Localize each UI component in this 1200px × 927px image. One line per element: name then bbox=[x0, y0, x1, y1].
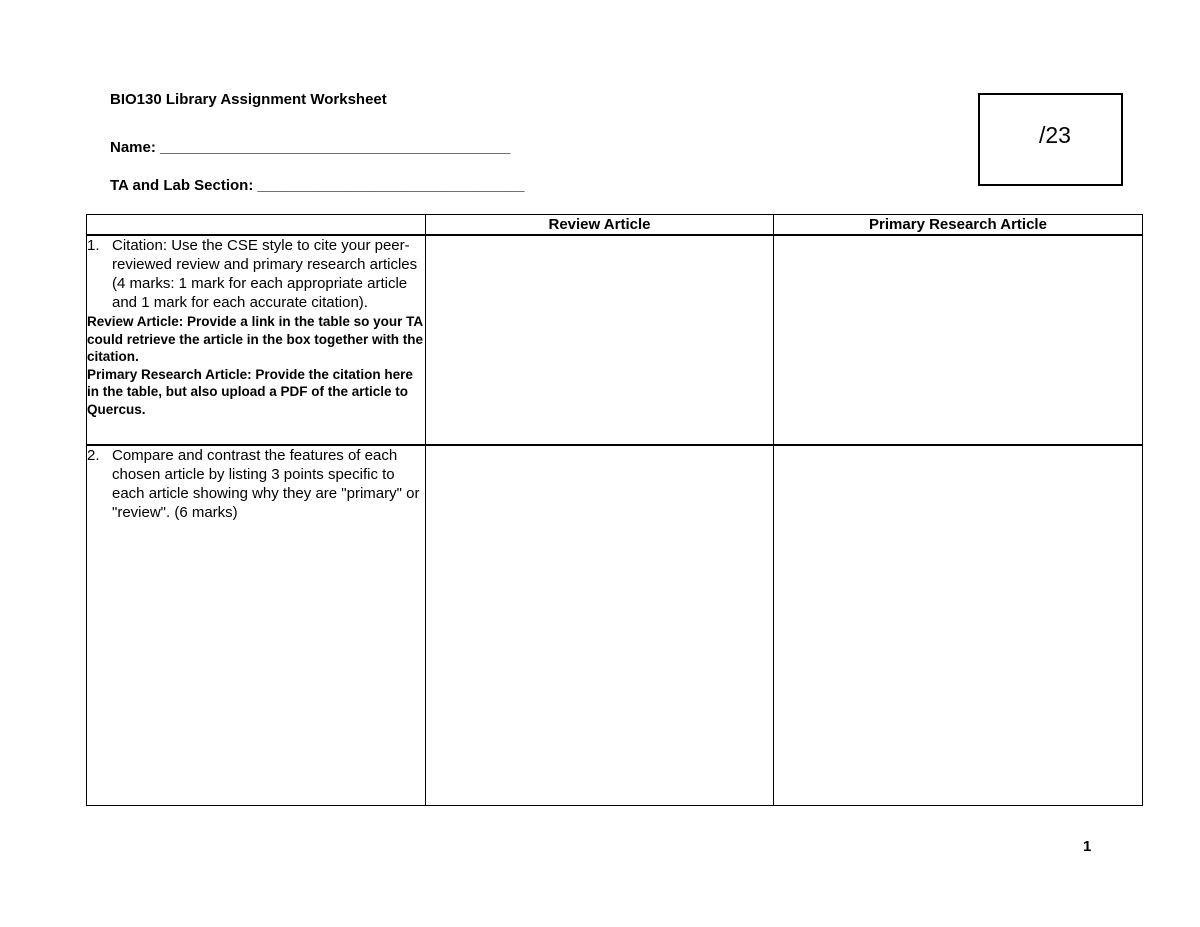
worksheet-title: BIO130 Library Assignment Worksheet bbox=[110, 91, 387, 108]
table-header-row bbox=[87, 215, 1143, 236]
page-number: 1 bbox=[1083, 838, 1092, 855]
name-label: Name: bbox=[110, 139, 156, 156]
score-box bbox=[978, 93, 1123, 186]
question-text: Compare and contrast the features of each chosen article by listing 3 points specific to each article showing why they are "primary" or "review". (6 marks) bbox=[112, 447, 420, 521]
name-field bbox=[110, 139, 510, 156]
answer-cell-primary[interactable] bbox=[774, 445, 1143, 806]
score-total: /23 bbox=[1039, 122, 1071, 148]
ta-section-field bbox=[110, 177, 524, 194]
question-cell bbox=[87, 235, 426, 445]
question-cell bbox=[87, 445, 426, 806]
ta-section-label: TA and Lab Section: bbox=[110, 177, 254, 194]
question-item bbox=[87, 446, 425, 522]
name-blank-line[interactable]: __________________________________________ bbox=[160, 139, 511, 156]
worksheet-table bbox=[86, 214, 1143, 806]
header-primary-research-article: Primary Research Article bbox=[774, 215, 1143, 236]
ta-section-blank-line[interactable]: ________________________________ bbox=[257, 177, 525, 194]
answer-cell-review[interactable] bbox=[426, 445, 774, 806]
table-row bbox=[87, 445, 1143, 806]
question-note-review: Review Article: Provide a link in the table so your TA could retrieve the article in the box together with the citation. bbox=[87, 314, 424, 364]
question-note-primary: Primary Research Article: Provide the citation here in the table, but also upload a PDF of the article to Quercus. bbox=[87, 366, 413, 417]
question-number: 2. bbox=[87, 447, 100, 464]
answer-cell-review[interactable] bbox=[426, 235, 774, 445]
header-review-article: Review Article bbox=[426, 215, 774, 236]
question-text: Citation: Use the CSE style to cite your peer-reviewed review and primary research articles (4 marks: 1 mark for each appropriate article and 1 mark for each accurate citation). bbox=[112, 237, 418, 311]
header-cell-blank bbox=[87, 215, 426, 236]
table-row bbox=[87, 235, 1143, 445]
question-item bbox=[87, 236, 425, 312]
question-number: 1. bbox=[87, 237, 100, 254]
answer-cell-primary[interactable] bbox=[774, 235, 1143, 445]
